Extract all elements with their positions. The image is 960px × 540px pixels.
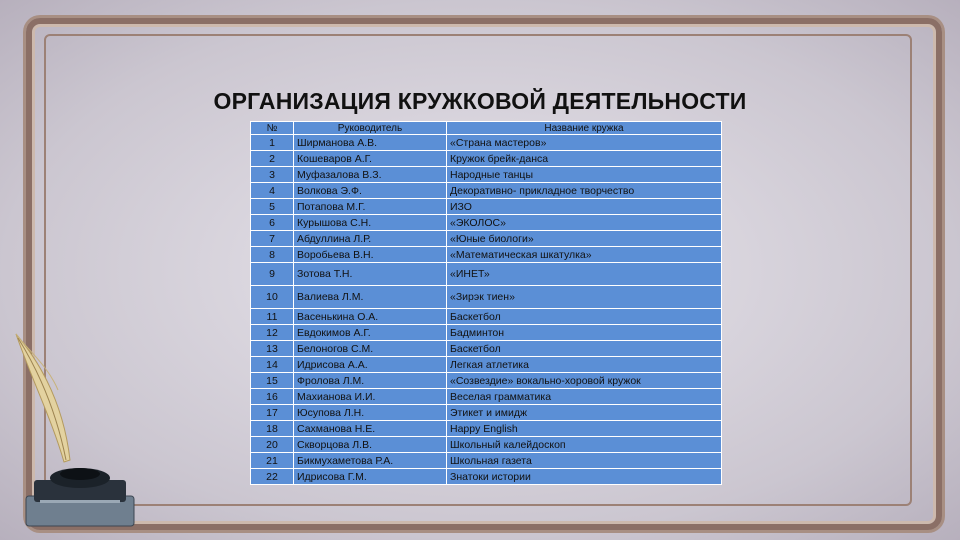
row-club: Школьная газета <box>447 453 722 469</box>
row-leader: Сахманова Н.Е. <box>294 421 447 437</box>
row-number: 9 <box>251 263 294 286</box>
row-number: 10 <box>251 286 294 309</box>
row-club: Кружок брейк-данса <box>447 151 722 167</box>
row-club: ИЗО <box>447 199 722 215</box>
row-club: «ИНЕТ» <box>447 263 722 286</box>
row-leader: Идрисова А.А. <box>294 357 447 373</box>
page-title: ОРГАНИЗАЦИЯ КРУЖКОВОЙ ДЕЯТЕЛЬНОСТИ <box>213 88 747 114</box>
row-number: 22 <box>251 469 294 485</box>
row-number: 4 <box>251 183 294 199</box>
row-club: Баскетбол <box>447 309 722 325</box>
table-row <box>251 215 722 231</box>
row-leader: Зотова Т.Н. <box>294 263 447 286</box>
row-leader: Евдокимов А.Г. <box>294 325 447 341</box>
row-number: 11 <box>251 309 294 325</box>
table-row <box>251 357 722 373</box>
row-club: Декоративно- прикладное творчество <box>447 183 722 199</box>
table-row <box>251 453 722 469</box>
row-club: «Математическая шкатулка» <box>447 247 722 263</box>
table-row <box>251 199 722 215</box>
row-club: «Зирэк тиен» <box>447 286 722 309</box>
row-club: Знатоки истории <box>447 469 722 485</box>
row-club: «Страна мастеров» <box>447 135 722 151</box>
row-leader: Абдуллина Л.Р. <box>294 231 447 247</box>
row-leader: Юсупова Л.Н. <box>294 405 447 421</box>
header-club: Название кружка <box>447 122 722 135</box>
row-number: 18 <box>251 421 294 437</box>
row-leader: Курышова С.Н. <box>294 215 447 231</box>
inkwell-icon <box>20 450 140 530</box>
row-number: 3 <box>251 167 294 183</box>
row-leader: Скворцова Л.В. <box>294 437 447 453</box>
row-leader: Белоногов С.М. <box>294 341 447 357</box>
table-row <box>251 286 722 309</box>
table-header-row <box>251 122 722 135</box>
table-row <box>251 231 722 247</box>
table-row <box>251 135 722 151</box>
table-row <box>251 421 722 437</box>
row-number: 5 <box>251 199 294 215</box>
row-number: 1 <box>251 135 294 151</box>
row-number: 7 <box>251 231 294 247</box>
clubs-table <box>250 121 722 485</box>
header-leader: Руководитель <box>294 122 447 135</box>
row-number: 17 <box>251 405 294 421</box>
table-row <box>251 373 722 389</box>
row-club: «ЭКОЛОС» <box>447 215 722 231</box>
row-leader: Махианова И.И. <box>294 389 447 405</box>
table-row <box>251 151 722 167</box>
row-number: 8 <box>251 247 294 263</box>
row-leader: Васенькина О.А. <box>294 309 447 325</box>
row-club: Happy English <box>447 421 722 437</box>
table-row <box>251 437 722 453</box>
header-number: № <box>251 122 294 135</box>
row-number: 21 <box>251 453 294 469</box>
row-leader: Бикмухаметова Р.А. <box>294 453 447 469</box>
table-row <box>251 405 722 421</box>
row-leader: Ширманова А.В. <box>294 135 447 151</box>
row-leader: Идрисова Г.М. <box>294 469 447 485</box>
table-row <box>251 183 722 199</box>
row-number: 13 <box>251 341 294 357</box>
row-club: Веселая грамматика <box>447 389 722 405</box>
row-leader: Потапова М.Г. <box>294 199 447 215</box>
table-row <box>251 309 722 325</box>
table-row <box>251 247 722 263</box>
row-leader: Воробьева В.Н. <box>294 247 447 263</box>
row-leader: Волкова Э.Ф. <box>294 183 447 199</box>
row-number: 2 <box>251 151 294 167</box>
row-club: «Юные биологи» <box>447 231 722 247</box>
row-club: Этикет и имидж <box>447 405 722 421</box>
row-club: Легкая атлетика <box>447 357 722 373</box>
row-club: Баскетбол <box>447 341 722 357</box>
table-row <box>251 389 722 405</box>
row-club: «Созвездие» вокально-хоровой кружок <box>447 373 722 389</box>
row-leader: Фролова Л.М. <box>294 373 447 389</box>
row-club: Бадминтон <box>447 325 722 341</box>
row-number: 16 <box>251 389 294 405</box>
table-row <box>251 469 722 485</box>
row-leader: Валиева Л.М. <box>294 286 447 309</box>
table-row <box>251 167 722 183</box>
row-club: Народные танцы <box>447 167 722 183</box>
row-number: 6 <box>251 215 294 231</box>
row-club: Школьный калейдоскоп <box>447 437 722 453</box>
row-leader: Муфазалова В.З. <box>294 167 447 183</box>
table-row <box>251 341 722 357</box>
row-leader: Кошеваров А.Г. <box>294 151 447 167</box>
row-number: 14 <box>251 357 294 373</box>
table-row <box>251 263 722 286</box>
table-row <box>251 325 722 341</box>
row-number: 12 <box>251 325 294 341</box>
row-number: 20 <box>251 437 294 453</box>
row-number: 15 <box>251 373 294 389</box>
